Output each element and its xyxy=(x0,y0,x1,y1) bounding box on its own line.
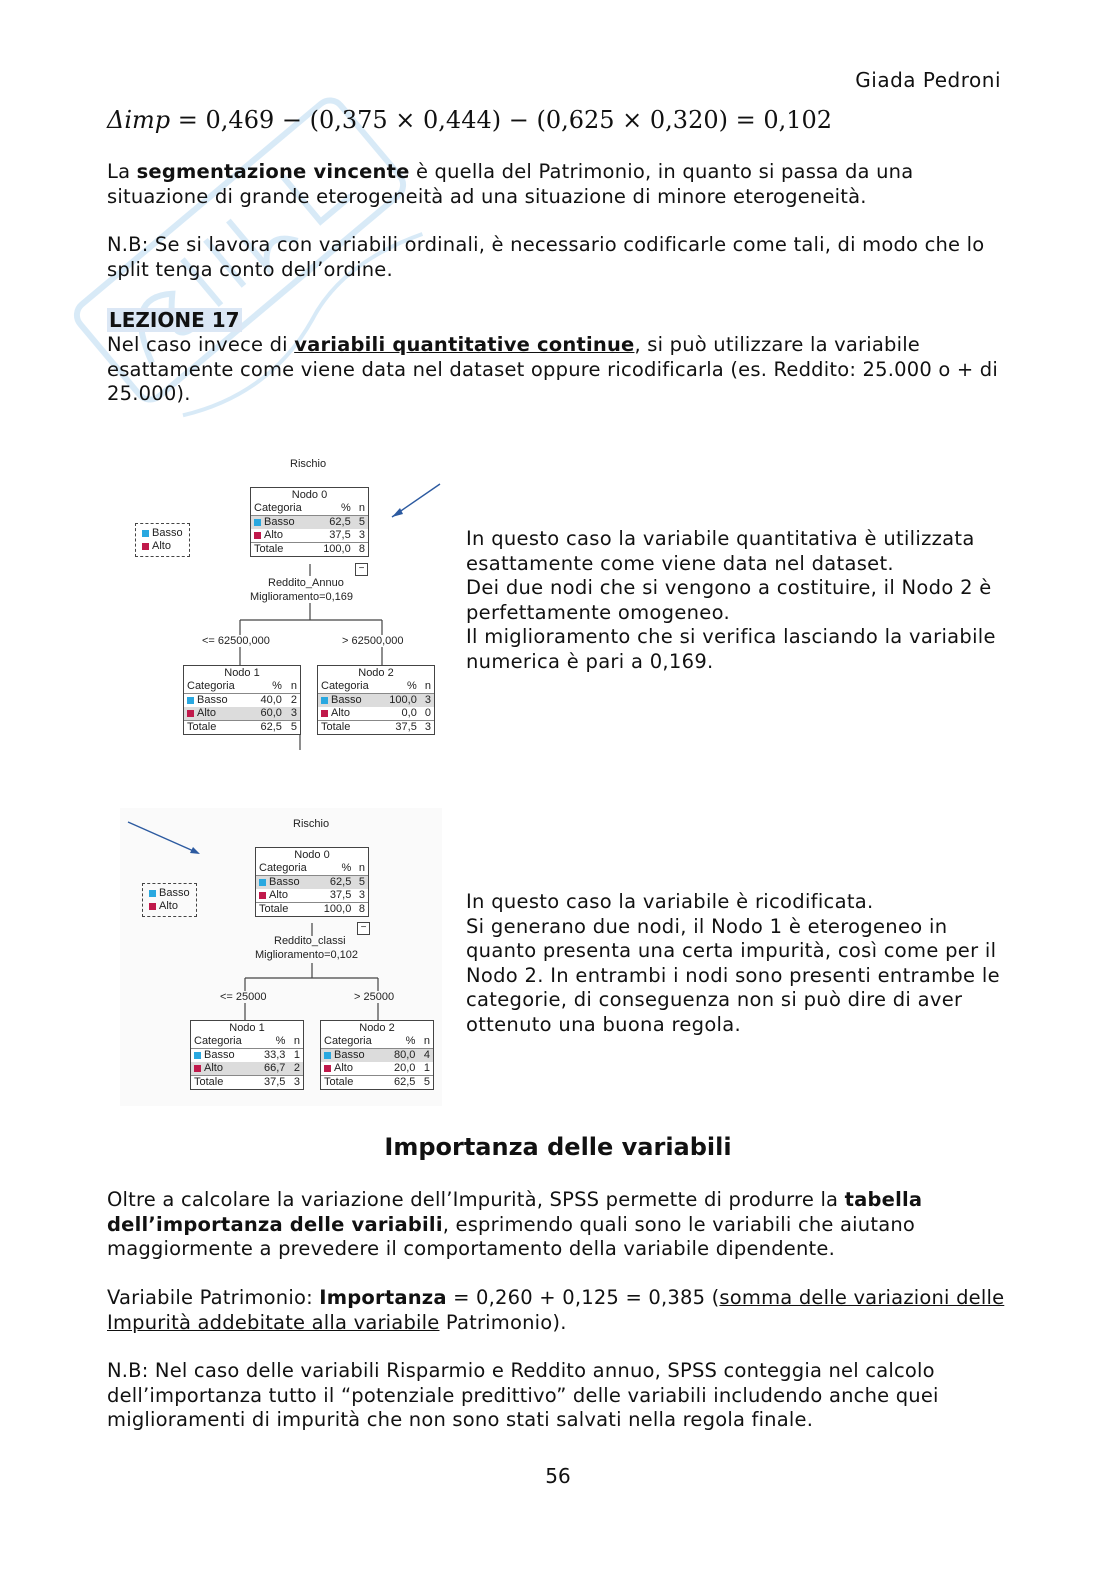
total-pct: 37,5 xyxy=(256,1076,289,1090)
text: , si può utilizzare la variabile esattamente come viene data nel dataset oppure ricodificarla (es. Reddito: 25.000 o + di 25.000). xyxy=(107,333,998,405)
nb-importance-text: N.B: Nel caso delle variabili Risparmio e Reddito annuo, SPSS conteggia nel calcolo dell’importanza tutto il “potenziale predittivo” delle variabili includendo anche quei miglioramenti di impurità che non sono stati salvati nella regola finale. xyxy=(107,1359,939,1431)
text: = 0,260 + 0,125 = 0,385 ( xyxy=(446,1286,720,1309)
tree1-node1 xyxy=(183,665,301,735)
tree2-split-var: Reddito_classi xyxy=(274,935,346,947)
tree1-left-cond: <= 62500,000 xyxy=(202,635,270,647)
row-cat: Basso xyxy=(334,1049,365,1061)
hdr-cat: Categoria xyxy=(251,502,314,516)
basso-swatch xyxy=(142,530,149,537)
total-pct: 62,5 xyxy=(386,1076,419,1090)
row-pct: 100,0 xyxy=(381,694,420,708)
text: Nel caso invece di xyxy=(107,333,295,356)
row-n: 3 xyxy=(420,694,434,708)
total-n: 8 xyxy=(354,903,368,917)
row-n: 2 xyxy=(290,694,297,706)
formula-lhs: Δimp xyxy=(107,106,171,134)
tree1-legend xyxy=(135,523,190,557)
row-pct: 0,0 xyxy=(401,707,417,719)
row-n: 5 xyxy=(354,516,368,530)
row-cat: Alto xyxy=(334,1062,353,1074)
formula xyxy=(107,106,832,134)
tree2-improvement: Miglioramento=0,102 xyxy=(255,949,359,961)
row-pct: 37,5 xyxy=(329,529,351,541)
tree2-left-cond: <= 25000 xyxy=(220,991,267,1003)
row-cat: Alto xyxy=(197,707,216,719)
text: è quella del Patrimonio, in quanto si passa da una situazione di grande eterogeneità ad una situazione di minore eterogeneità. xyxy=(107,160,914,208)
tree1-split-var: Reddito_Annuo xyxy=(268,577,344,589)
row-n: 0 xyxy=(424,707,431,719)
paragraph-nb-ordinal xyxy=(107,233,1007,282)
row-cat: Alto xyxy=(269,889,288,901)
total-n: 3 xyxy=(420,721,434,735)
row-cat: Basso xyxy=(204,1049,235,1061)
row-pct: 62,5 xyxy=(317,876,355,890)
explanation-line: In questo caso la variabile quantitativa è utilizzata esattamente come viene data nel dataset. xyxy=(466,527,975,575)
legend-basso: Basso xyxy=(159,887,190,899)
total-n: 8 xyxy=(354,543,368,557)
tree1-node2 xyxy=(317,665,435,735)
tree2-explanation xyxy=(466,890,1006,1037)
row-n: 2 xyxy=(288,1062,303,1076)
section-title: Importanza delle variabili xyxy=(384,1133,732,1161)
total-pct: 37,5 xyxy=(381,721,420,735)
row-n: 3 xyxy=(358,889,365,901)
row-pct: 33,3 xyxy=(264,1049,286,1061)
bold-importanza: Importanza xyxy=(319,1286,447,1309)
tree2-title: Rischio xyxy=(293,818,330,830)
lesson-heading: LEZIONE 17 xyxy=(109,308,240,332)
explanation-line: Il miglioramento che si verifica lasciando la variabile numerica è pari a 0,169. xyxy=(466,625,996,673)
total-label: Totale xyxy=(318,721,381,735)
hdr-pct: % xyxy=(314,502,353,516)
row-pct: 66,7 xyxy=(256,1062,289,1076)
node-title: Nodo 1 xyxy=(229,1022,265,1034)
node-title: Nodo 1 xyxy=(224,667,260,679)
hdr-cat: Categoria xyxy=(256,862,317,876)
hdr-pct: % xyxy=(317,862,355,876)
total-label: Totale xyxy=(184,721,251,735)
node-title: Nodo 0 xyxy=(291,489,328,501)
total-n: 5 xyxy=(285,721,300,735)
nb-ordinal-text: N.B: Se si lavora con variabili ordinali, è necessario codificarle come tali, di modo che lo split tenga conto dell’ordine. xyxy=(107,233,985,281)
hdr-cat: Categoria xyxy=(318,680,381,694)
hdr-pct: % xyxy=(381,680,420,694)
collapse-button[interactable]: − xyxy=(357,922,370,935)
node-title: Nodo 2 xyxy=(359,1022,395,1034)
row-pct: 37,5 xyxy=(329,889,352,901)
tree1-improvement: Miglioramento=0,169 xyxy=(250,591,354,603)
tree-diagram-1 xyxy=(120,450,450,750)
tree2-node1 xyxy=(190,1020,304,1090)
tree-diagram-2 xyxy=(120,808,442,1106)
total-n: 5 xyxy=(418,1076,433,1090)
total-pct: 100,0 xyxy=(317,903,355,917)
total-label: Totale xyxy=(321,1076,386,1090)
row-cat: Alto xyxy=(204,1062,223,1074)
hdr-n: n xyxy=(285,680,300,694)
tree1-explanation xyxy=(466,527,1006,674)
text: Variabile Patrimonio: xyxy=(107,1286,320,1309)
total-label: Totale xyxy=(251,543,314,557)
total-label: Totale xyxy=(256,903,317,917)
row-n: 1 xyxy=(293,1049,300,1061)
hdr-cat: Categoria xyxy=(191,1035,256,1049)
tree1-right-cond: > 62500,000 xyxy=(342,635,404,647)
alto-swatch xyxy=(142,543,149,550)
hdr-cat: Categoria xyxy=(321,1035,386,1049)
total-pct: 62,5 xyxy=(251,721,285,735)
legend-alto: Alto xyxy=(159,900,178,912)
paragraph-patrimonio xyxy=(107,1286,1007,1335)
explanation-line: In questo caso la variabile è ricodificata. xyxy=(466,890,874,913)
row-n: 3 xyxy=(358,529,365,541)
row-n: 1 xyxy=(423,1062,430,1074)
explanation-line: Si generano due nodi, il Nodo 1 è eterogeneo in quanto presenta una certa impurità, così come per il Nodo 2. In entrambi i nodi sono presenti entrambe le categorie, di conseguenza non si può dire di aver ottenuto una buona regola. xyxy=(466,914,1000,1036)
bold-table: tabella dell’importanza delle variabili xyxy=(107,1188,923,1236)
bold-segmentazione: segmentazione vincente xyxy=(136,160,410,183)
tree2-right-cond: > 25000 xyxy=(354,991,395,1003)
row-cat: Alto xyxy=(264,529,283,541)
text: Patrimonio). xyxy=(439,1310,567,1334)
arrow-pointer xyxy=(128,822,198,853)
tree2-node2 xyxy=(320,1020,434,1090)
row-pct: 80,0 xyxy=(386,1049,419,1063)
row-n: 3 xyxy=(285,707,300,721)
row-n: 4 xyxy=(418,1049,433,1063)
row-cat: Basso xyxy=(264,516,295,528)
hdr-pct: % xyxy=(251,680,285,694)
basso-swatch xyxy=(149,890,156,897)
node-title: Nodo 2 xyxy=(358,667,394,679)
row-pct: 20,0 xyxy=(394,1062,416,1074)
hdr-n: n xyxy=(354,502,368,516)
explanation-line: Dei due nodi che si vengono a costituire, il Nodo 2 è perfettamente omogeneo. xyxy=(466,576,992,624)
paragraph-importance xyxy=(107,1188,1007,1262)
paragraph-segmentation xyxy=(107,160,1007,209)
row-pct: 40,0 xyxy=(260,694,282,706)
row-pct: 60,0 xyxy=(251,707,285,721)
hdr-pct: % xyxy=(256,1035,289,1049)
paragraph-nb-importance xyxy=(107,1359,1007,1433)
tree1-node0 xyxy=(250,487,369,557)
row-cat: Basso xyxy=(331,694,362,706)
legend-alto: Alto xyxy=(152,540,171,552)
legend-basso: Basso xyxy=(152,527,183,539)
tree2-legend xyxy=(142,883,197,917)
page-number: 56 xyxy=(545,1464,571,1488)
text: Oltre a calcolare la variazione dell’Impurità, SPSS permette di produrre la xyxy=(107,1188,845,1211)
author-name: Giada Pedroni xyxy=(855,68,1001,92)
row-cat: Alto xyxy=(331,707,350,719)
collapse-button[interactable]: − xyxy=(355,563,368,576)
total-pct: 100,0 xyxy=(314,543,353,557)
row-pct: 62,5 xyxy=(314,516,353,530)
formula-rhs: = 0,469 − (0,375 × 0,444) − (0,625 × 0,320) = 0,102 xyxy=(177,106,833,134)
underlined-text: somma delle variazioni delle Impurità addebitate alla variabile xyxy=(107,1286,1005,1334)
hdr-n: n xyxy=(354,862,368,876)
text: , esprimendo quali sono le variabili che aiutano maggiormente a prevedere il comportamento della variabile dipendente. xyxy=(107,1212,916,1260)
hdr-pct: % xyxy=(386,1035,419,1049)
total-label: Totale xyxy=(191,1076,256,1090)
total-n: 3 xyxy=(288,1076,303,1090)
tree1-title: Rischio xyxy=(290,458,327,470)
hdr-cat: Categoria xyxy=(184,680,251,694)
alto-swatch xyxy=(149,903,156,910)
hdr-n: n xyxy=(288,1035,303,1049)
row-cat: Basso xyxy=(197,694,228,706)
text: La xyxy=(107,160,137,183)
bold-continuous: variabili quantitative continue xyxy=(294,333,635,356)
paragraph-continuous xyxy=(107,333,1007,407)
hdr-n: n xyxy=(420,680,434,694)
node-title: Nodo 0 xyxy=(294,849,330,861)
hdr-n: n xyxy=(418,1035,433,1049)
row-n: 5 xyxy=(354,876,368,890)
row-cat: Basso xyxy=(269,876,300,888)
tree2-node0 xyxy=(255,847,369,917)
